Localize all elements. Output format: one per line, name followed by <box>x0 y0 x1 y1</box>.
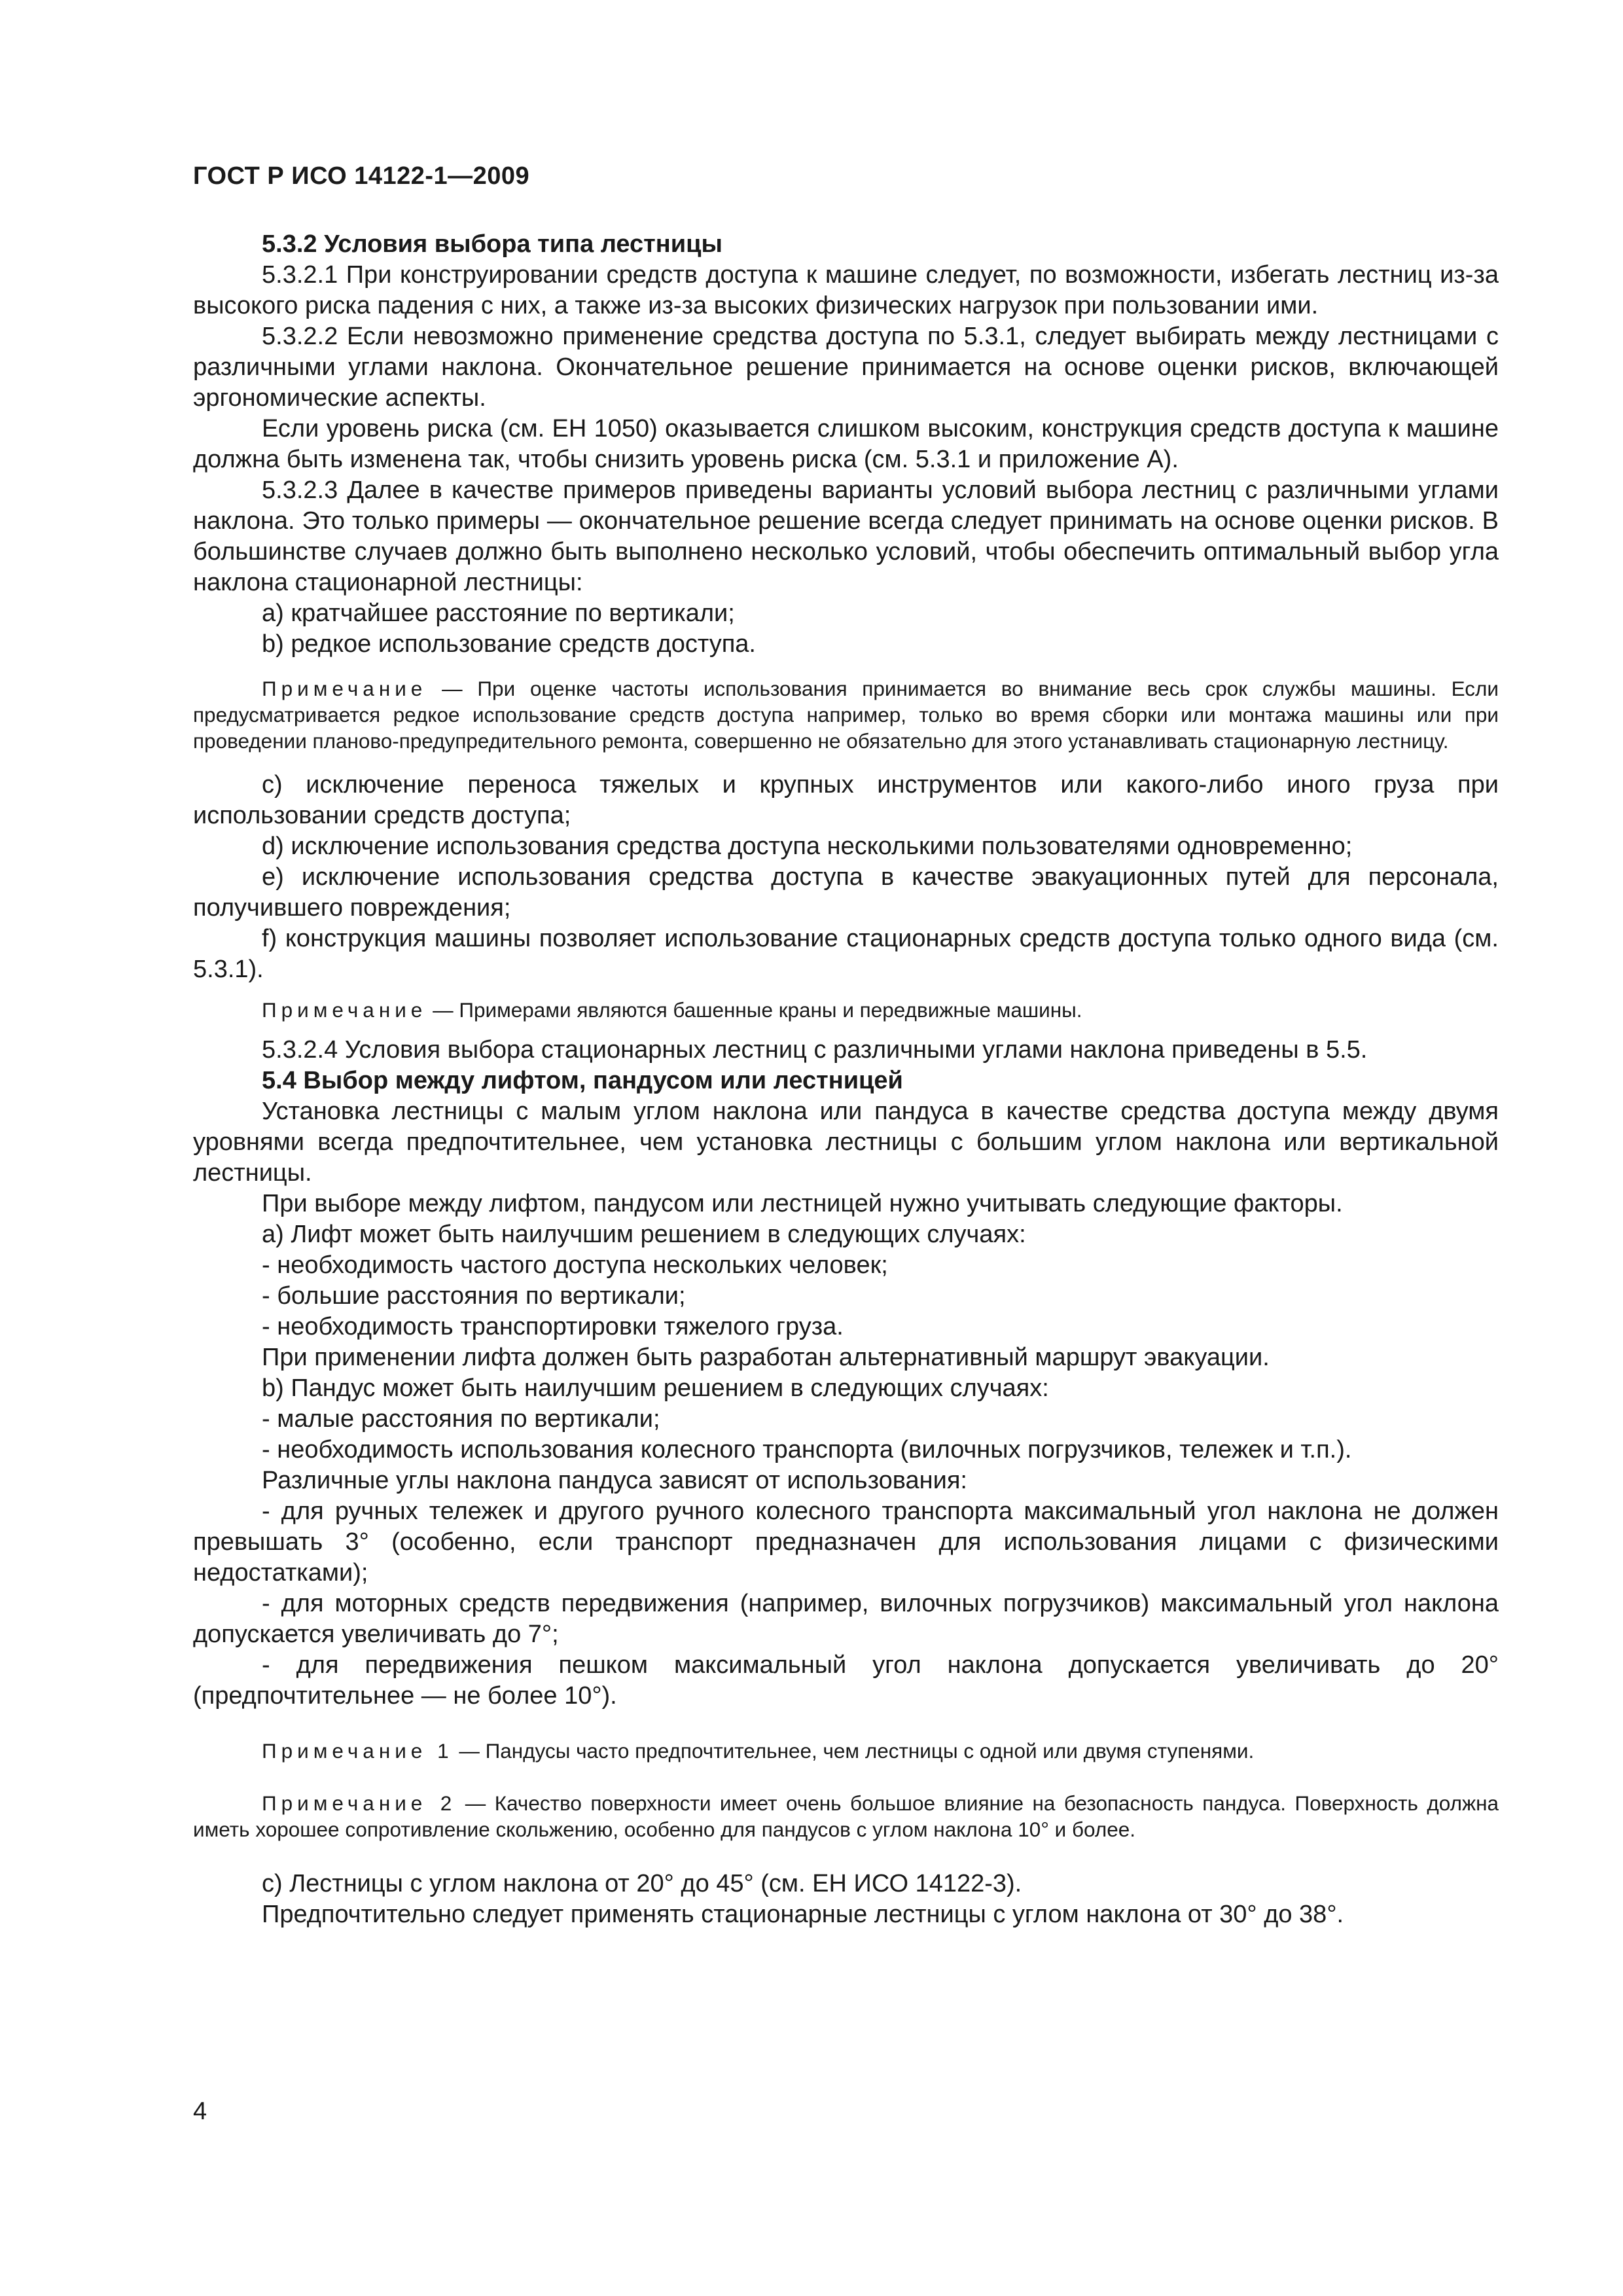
paragraph-5-3-2-2: 5.3.2.2 Если невозможно применение средства доступа по 5.3.1, следует выбирать между лестницами с различными углами наклона. Окончательное решение принимается на основе оценки рисков, включающей эргономические аспекты. <box>193 323 1499 412</box>
list-item-c: с) исключение переноса тяжелых и крупных инструментов или какого-либо иного груза при использовании средств доступа; <box>193 771 1499 829</box>
dash-item-ramp-angle-2: - для моторных средств передвижения (например, вилочных погрузчиков) максимальный угол наклона допускается увеличивать до 7°; <box>193 1590 1499 1648</box>
document-body <box>193 229 1499 1930</box>
dash-item-ramp-2: - необходимость использования колесного транспорта (вилочных погрузчиков, тележек и т.п.). <box>262 1436 1352 1463</box>
note-label: Примечание <box>262 998 427 1022</box>
list-item-stairs: с) Лестницы с углом наклона от 20° до 45° (см. ЕН ИСО 14122-3). <box>262 1870 1022 1897</box>
list-item-lift: а) Лифт может быть наилучшим решением в следующих случаях: <box>262 1221 1026 1248</box>
page-number: 4 <box>193 2098 207 2125</box>
list-item-f: f) конструкция машины позволяет использование стационарных средств доступа только одного вида (см. 5.3.1). <box>193 925 1499 983</box>
section-heading-5-3-2: 5.3.2 Условия выбора типа лестницы <box>262 230 722 258</box>
paragraph-risk-level: Если уровень риска (см. ЕН 1050) оказывается слишком высоким, конструкция средств доступа к машине должна быть изменена так, чтобы снизить уровень риска (см. 5.3.1 и приложение А). <box>193 415 1499 473</box>
section-heading-5-4: 5.4 Выбор между лифтом, пандусом или лестницей <box>262 1067 903 1094</box>
note-text: — Примерами являются башенные краны и передвижные машины. <box>433 998 1082 1022</box>
paragraph-5-3-2-4: 5.3.2.4 Условия выбора стационарных лестниц с различными углами наклона приведены в 5.5. <box>262 1036 1368 1064</box>
dash-item-lift-3: - необходимость транспортировки тяжелого груза. <box>262 1313 844 1340</box>
note-2 <box>193 997 1499 1023</box>
note-label: Примечание 2 <box>262 1791 457 1815</box>
dash-item-ramp-angle-3: - для передвижения пешком максимальный угол наклона допускается увеличивать до 20° (предпочтительнее — не более 10°). <box>193 1651 1499 1710</box>
note-text: — Пандусы часто предпочтительнее, чем лестницы с одной или двумя ступенями. <box>459 1739 1255 1763</box>
note-text: — Качество поверхности имеет очень большое влияние на безопасность пандуса. Поверхность должна иметь хорошее сопротивление скольжению, особенно для пандусов с углом наклона 10° и более. <box>193 1791 1499 1841</box>
note-1 <box>193 675 1499 754</box>
document-code-header: ГОСТ Р ИСО 14122-1—2009 <box>193 162 530 190</box>
note-text: — При оценке частоты использования принимается во внимание весь срок службы машины. Если предусматривается редкое использование средств доступа например, только во время сборки или монтажа машины или при проведении планово-предупредительного ремонта, совершенно не обязательно для этого устанавливать стационарную лестницу. <box>193 677 1499 753</box>
paragraph-5-3-2-3: 5.3.2.3 Далее в качестве примеров приведены варианты условий выбора лестниц с различными углами наклона. Это только примеры — окончательное решение всегда следует принимать на основе оценки рисков. В большинстве случаев должно быть выполнено несколько условий, чтобы обеспечить оптимальный выбор угла наклона стационарной лестницы: <box>193 476 1499 596</box>
list-item-a: а) кратчайшее расстояние по вертикали; <box>262 600 735 627</box>
note-label: Примечание <box>262 677 427 700</box>
dash-item-lift-2: - большие расстояния по вертикали; <box>262 1282 686 1310</box>
paragraph-stairs-preferred: Предпочтительно следует применять стационарные лестницы с углом наклона от 30° до 38°. <box>262 1901 1344 1928</box>
list-item-e: е) исключение использования средства доступа в качестве эвакуационных путей для персонала, получившего повреждения; <box>193 863 1499 922</box>
note-ramp-2 <box>193 1790 1499 1842</box>
note-label: Примечание 1 <box>262 1739 454 1763</box>
list-item-b: b) редкое использование средств доступа. <box>262 630 756 658</box>
dash-item-ramp-1: - малые расстояния по вертикали; <box>262 1405 660 1433</box>
paragraph-5-4-intro: Установка лестницы с малым углом наклона или пандуса в качестве средства доступа между двумя уровнями всегда предпочтительнее, чем установка лестницы с большим углом наклона или вертикальной лестницы. <box>193 1098 1499 1187</box>
list-item-ramp: b) Пандус может быть наилучшим решением в следующих случаях: <box>262 1374 1049 1402</box>
paragraph-5-4-factors: При выборе между лифтом, пандусом или лестницей нужно учитывать следующие факторы. <box>262 1190 1343 1217</box>
paragraph-lift-evacuation: При применении лифта должен быть разработан альтернативный маршрут эвакуации. <box>262 1344 1270 1371</box>
paragraph-ramp-angles: Различные углы наклона пандуса зависят от использования: <box>262 1467 967 1494</box>
dash-item-ramp-angle-1: - для ручных тележек и другого ручного колесного транспорта максимальный угол наклона не должен превышать 3° (особенно, если транспорт предназначен для использования лицами с физическими недостатками); <box>193 1498 1499 1587</box>
paragraph-5-3-2-1: 5.3.2.1 При конструировании средств доступа к машине следует, по возможности, избегать лестниц из-за высокого риска падения с них, а также из-за высоких физических нагрузок при пользовании ими. <box>193 261 1499 319</box>
note-ramp-1 <box>193 1738 1499 1764</box>
list-item-d: d) исключение использования средства доступа несколькими пользователями одновременно; <box>262 833 1353 860</box>
dash-item-lift-1: - необходимость частого доступа нескольких человек; <box>262 1251 888 1279</box>
